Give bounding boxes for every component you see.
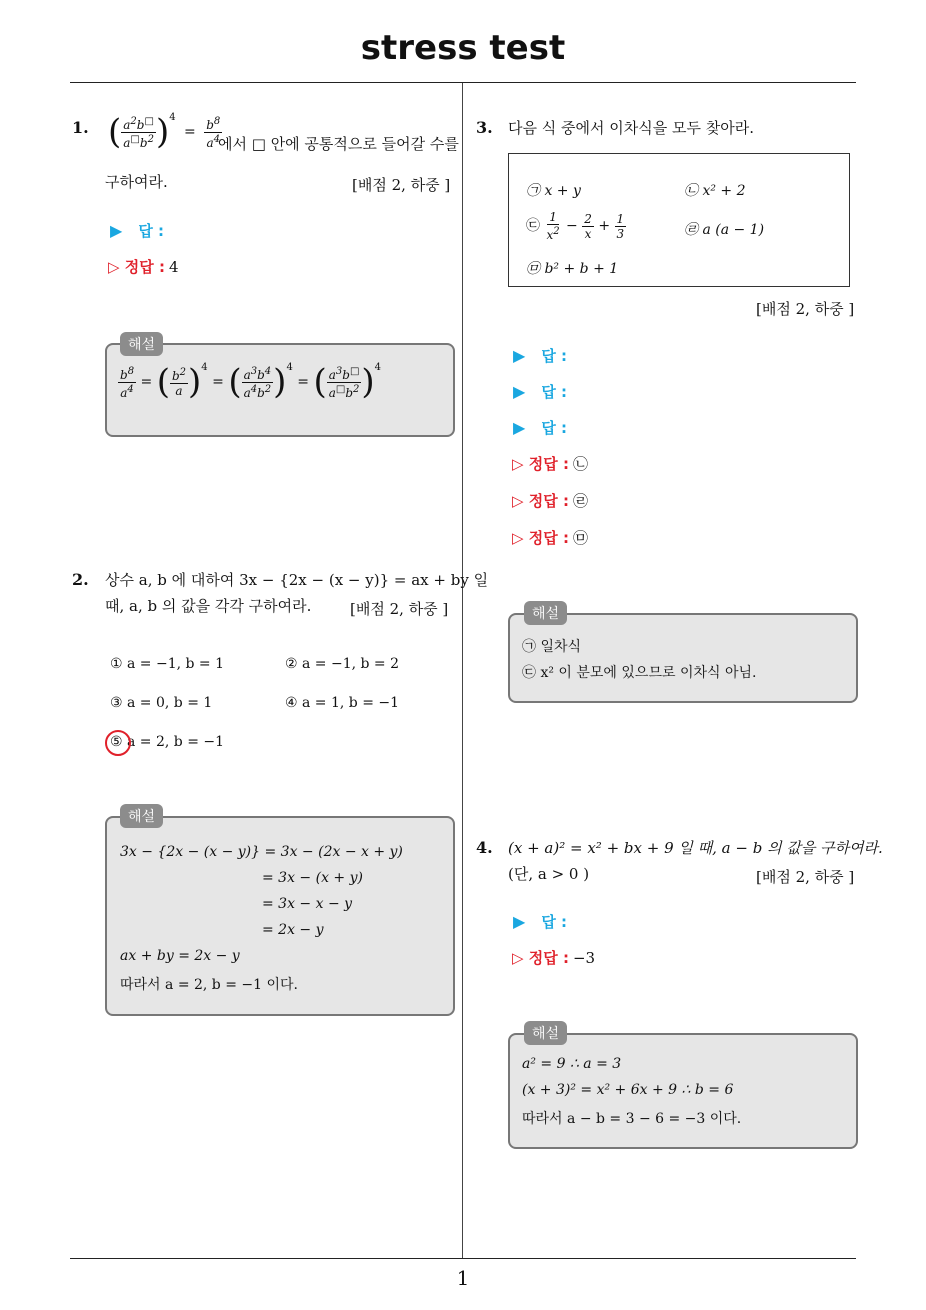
q4-explain-tag: 해설: [524, 1021, 567, 1045]
q3-explanation-box: [508, 613, 858, 703]
answer-label: 답 :: [541, 913, 568, 931]
q4-explain-line-1: a² = 9 ∴ a = 3: [522, 1056, 622, 1072]
correct-label: 정답 :: [124, 258, 165, 276]
q3-explain-tag: 해설: [524, 601, 567, 625]
q3-answer-row-3[interactable]: [513, 417, 567, 438]
q3-explain-line-2: ㉢ x² 이 분모에 있으므로 이차식 아님.: [522, 665, 757, 681]
q2-explain-line-1: 3x − {2x − (x − y)} = 3x − (2x − x + y): [120, 844, 403, 860]
q1-explanation-formula: $\frac{b^8}{a^4}$ = ( $\frac{b^2}{a}$ )$^4$ = ( $\frac{a^3b^4}{a^4b^2}$ )$^4$ = ( $\frac{a^3b^□}{a^□b^2}$ )$^4$: [120, 362, 382, 402]
q1-correct-row: [108, 256, 179, 277]
q3-number: 3.: [476, 118, 493, 137]
correct-label: 정답 :: [528, 529, 569, 547]
q2-choice-1[interactable]: ① a = −1, b = 1: [110, 656, 225, 672]
answer-label: 답 :: [541, 383, 568, 401]
q3-correct-row-1: [512, 453, 588, 474]
q3-item-4: ㉣ a (a − 1): [684, 222, 765, 238]
answer-label: 답 :: [138, 222, 165, 240]
q4-number: 4.: [476, 838, 493, 857]
page-number: 1: [456, 1266, 470, 1290]
outline-triangle-icon: ▷: [512, 492, 524, 510]
outline-triangle-icon: ▷: [108, 258, 120, 276]
q2-number: 2.: [72, 570, 89, 589]
correct-value: ㉡: [572, 455, 588, 473]
q1-formula: ( $\frac{a^2b^□}{a^□b^2}$ )$^4$ = $\frac{b^8}{a^4}$: [108, 112, 221, 152]
bottom-rule: [70, 1258, 856, 1259]
play-triangle-icon: ▶: [110, 221, 123, 240]
q3-correct-row-3: [512, 527, 588, 548]
q2-score: [배점 2, 하중 ]: [350, 600, 449, 618]
correct-label: 정답 :: [528, 455, 569, 473]
q2-text-a: 상수 a, b 에 대하여 3x − {2x − (x − y)} = ax + by 일: [105, 571, 489, 589]
q3-item-5: ㉤ b² + b + 1: [526, 261, 619, 277]
answer-label: 답 :: [541, 347, 568, 365]
q3-correct-row-2: [512, 490, 588, 511]
q3-item-2: ㉡ x² + 2: [684, 183, 746, 199]
page-title: stress test: [360, 28, 566, 68]
q3-answer-row-1[interactable]: [513, 345, 567, 366]
q3-explain-line-1: ㉠ 일차식: [522, 639, 582, 655]
q4-text-a: (x + a)² = x² + bx + 9 일 때, a − b 의 값을 구하여라.: [508, 839, 883, 857]
q3-text: 다음 식 중에서 이차식을 모두 찾아라.: [508, 119, 754, 137]
q2-text-b: 때, a, b 의 값을 각각 구하여라.: [105, 597, 312, 615]
correct-label: 정답 :: [528, 492, 569, 510]
column-divider: [462, 83, 463, 1258]
q1-explain-tag: 해설: [120, 332, 163, 356]
q2-explain-line-2: = 3x − (x + y): [262, 870, 363, 886]
q1-text-b: 구하여라.: [105, 173, 168, 191]
q2-choice-2[interactable]: ② a = −1, b = 2: [285, 656, 400, 672]
play-triangle-icon: ▶: [513, 382, 526, 401]
q4-text-b: (단, a > 0 ): [508, 865, 590, 883]
q2-explain-line-3: = 3x − x − y: [262, 896, 353, 912]
q4-explain-line-2: (x + 3)² = x² + 6x + 9 ∴ b = 6: [522, 1082, 734, 1098]
play-triangle-icon: ▶: [513, 346, 526, 365]
q1-score: [배점 2, 하중 ]: [352, 176, 451, 194]
selected-answer-circle: [105, 730, 131, 756]
q2-choice-4[interactable]: ④ a = 1, b = −1: [285, 695, 400, 711]
outline-triangle-icon: ▷: [512, 529, 524, 547]
q4-score: [배점 2, 하중 ]: [756, 868, 855, 886]
outline-triangle-icon: ▷: [512, 455, 524, 473]
top-rule: [70, 82, 856, 83]
q3-item-1: ㉠ x + y: [526, 183, 581, 199]
q3-score: [배점 2, 하중 ]: [756, 300, 855, 318]
q2-explain-tag: 해설: [120, 804, 163, 828]
q2-explain-line-4: = 2x − y: [262, 922, 324, 938]
play-triangle-icon: ▶: [513, 912, 526, 931]
outline-triangle-icon: ▷: [512, 949, 524, 967]
q4-answer-row[interactable]: [513, 911, 567, 932]
q3-item-3: ㉢ $\frac{1}{x^2}$ − $\frac{2}{x}$ + $\frac{1}{3}$: [526, 210, 625, 242]
q1-answer-row[interactable]: [110, 220, 164, 241]
correct-value: −3: [572, 949, 596, 967]
q2-explain-line-6: 따라서 a = 2, b = −1 이다.: [120, 977, 298, 993]
q1-number: 1.: [72, 118, 89, 137]
answer-label: 답 :: [541, 419, 568, 437]
q2-choice-3[interactable]: ③ a = 0, b = 1: [110, 695, 213, 711]
q2-explain-line-5: ax + by = 2x − y: [120, 948, 240, 964]
q4-explain-line-3: 따라서 a − b = 3 − 6 = −3 이다.: [522, 1111, 742, 1127]
q3-answer-row-2[interactable]: [513, 381, 567, 402]
q4-correct-row: [512, 947, 595, 968]
q2-choice-5[interactable]: ⑤ a = 2, b = −1: [110, 734, 225, 750]
correct-value: ㉤: [572, 529, 588, 547]
correct-value: ㉣: [572, 492, 588, 510]
correct-label: 정답 :: [528, 949, 569, 967]
play-triangle-icon: ▶: [513, 418, 526, 437]
correct-value: 4: [168, 258, 179, 276]
q1-text-a: 에서 □ 안에 공통적으로 들어갈 수를: [218, 135, 459, 153]
